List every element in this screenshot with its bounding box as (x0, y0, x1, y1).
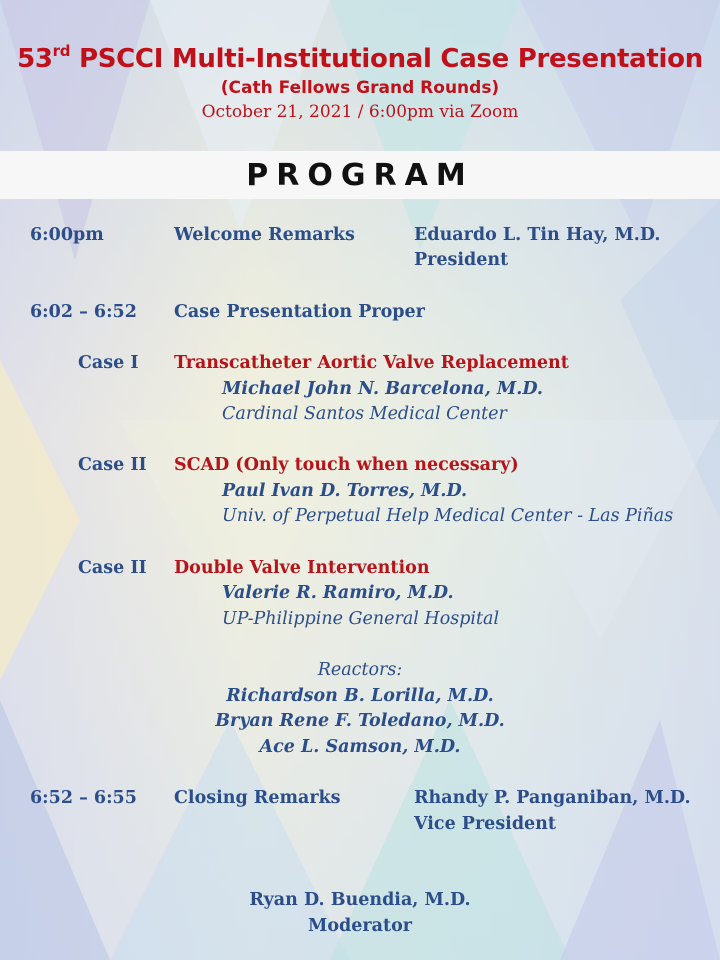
reactor-name: Richardson B. Lorilla, M.D. (226, 686, 494, 706)
case-2-institution: Univ. of Perpetual Help Medical Center - Las Piñas (222, 506, 674, 526)
welcome-item: Welcome Remarks (174, 225, 355, 245)
case-3-label: Case II (78, 558, 147, 578)
case-2-label: Case II (78, 455, 147, 475)
case-1-institution: Cardinal Santos Medical Center (222, 404, 507, 424)
welcome-time: 6:00pm (30, 225, 104, 245)
case-2-presenter: Paul Ivan D. Torres, M.D. (222, 481, 468, 501)
proper-time: 6:02 – 6:52 (30, 302, 137, 322)
case-1-title: Transcatheter Aortic Valve Replacement (174, 353, 569, 373)
closing-time: 6:52 – 6:55 (30, 788, 137, 808)
event-subtitle: (Cath Fellows Grand Rounds) (220, 78, 500, 98)
case-3-title: Double Valve Intervention (174, 558, 430, 578)
case-3-institution: UP-Philippine General Hospital (222, 609, 500, 629)
reactors-heading: Reactors: (317, 660, 403, 680)
moderator-name: Ryan D. Buendia, M.D. (249, 890, 471, 910)
reactor-name: Ace L. Samson, M.D. (259, 737, 461, 757)
case-2-title: SCAD (Only touch when necessary) (174, 455, 519, 475)
header (0, 42, 720, 122)
welcome-role: President (414, 250, 509, 270)
reactor-name: Bryan Rene F. Toledano, M.D. (215, 711, 505, 731)
case-1-label: Case I (78, 353, 139, 373)
proper-item: Case Presentation Proper (174, 302, 425, 322)
case-3-presenter: Valerie R. Ramiro, M.D. (222, 583, 454, 603)
program-heading: PROGRAM (246, 157, 474, 193)
event-title: 53rd PSCCI Multi-Institutional Case Presentation (17, 42, 703, 74)
program-heading-band (0, 151, 720, 199)
moderator-role: Moderator (308, 916, 412, 936)
case-1-presenter: Michael John N. Barcelona, M.D. (222, 379, 543, 399)
welcome-speaker: Eduardo L. Tin Hay, M.D. (414, 225, 661, 245)
event-date: October 21, 2021 / 6:00pm via Zoom (201, 102, 519, 122)
closing-speaker: Rhandy P. Panganiban, M.D. (414, 788, 691, 808)
closing-role: Vice President (414, 814, 556, 834)
closing-item: Closing Remarks (174, 788, 341, 808)
